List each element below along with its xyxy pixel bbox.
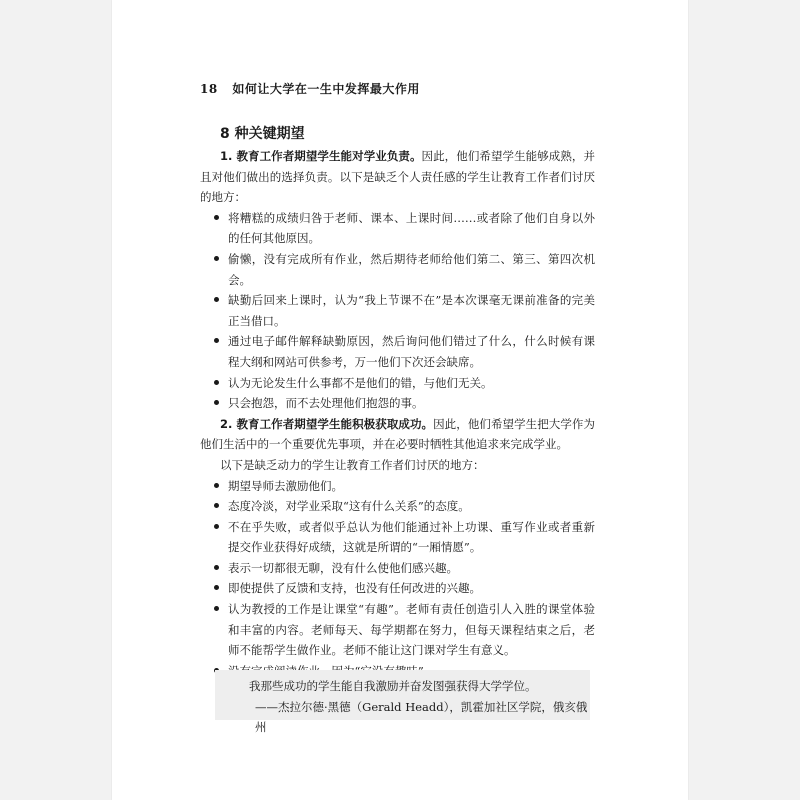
section-title: 8 种关键期望: [220, 126, 305, 142]
bullet-icon: [214, 565, 219, 570]
list-item-text: 偷懒，没有完成所有作业，然后期待老师给他们第二、第三、第四次机会。: [228, 251, 595, 287]
bullet-icon: [214, 297, 219, 302]
expectation-2-lead: 2. 教育工作者期望学生能积极获取成功。: [220, 416, 434, 431]
list-item: [216, 517, 595, 558]
bullet-icon: [214, 256, 219, 261]
list-item-text: 将糟糕的成绩归咎于老师、课本、上课时间……或者除了他们自身以外的任何其他原因。: [228, 210, 595, 246]
list-item: [216, 208, 595, 249]
list-item: [216, 496, 595, 517]
list-item-text: 只会抱怨，而不去处理他们抱怨的事。: [228, 396, 424, 411]
bullet-icon: [214, 400, 219, 405]
list-item: [216, 249, 595, 290]
list-item-text: 表示一切都很无聊，没有什么使他们感兴趣。: [228, 560, 458, 575]
list-item-text: 期望导师去激励他们。: [228, 478, 343, 493]
page-number: 18: [200, 82, 218, 96]
list-item-text: 缺勤后回来上课时，认为“我上节课不在”是本次课毫无课前准备的完美正当借口。: [228, 293, 595, 328]
page-body: [200, 146, 595, 681]
running-head: [200, 80, 420, 97]
bullet-icon: [214, 524, 219, 529]
expectation-1-paragraph: [200, 146, 595, 208]
list-item-text: 态度冷淡，对学业采取“这有什么关系”的态度。: [228, 499, 470, 514]
list-item-text: 认为教授的工作是让课堂“有趣”。老师有责任创造引人入胜的课堂体验和丰富的内容。老师每天、每学期都在努力，但每天课程结束之后，老师不能帮学生做作业。老师不能让这门课对学生有意义。: [228, 602, 595, 658]
expectation-1-text: 因此，他们希望学生能够成熟，并且对他们做出的选择负责。以下是缺乏个人责任感的学生让教育工作者们讨厌的地方：: [200, 149, 596, 205]
expectation-2-intro: 以下是缺乏动力的学生让教育工作者们讨厌的地方：: [220, 457, 485, 472]
expectation-2-paragraph: [200, 414, 595, 455]
list-item: [216, 578, 595, 599]
bullet-icon: [214, 483, 219, 488]
expectation-1-lead: 1. 教育工作者期望学生能对学业负责。: [220, 149, 422, 163]
list-item: [216, 393, 595, 414]
list-item: [216, 476, 595, 497]
bullet-icon: [214, 380, 219, 385]
bullet-icon: [214, 585, 219, 590]
quote-text: 我那些成功的学生能自我激励并奋发图强获得大学学位。: [249, 679, 537, 693]
expectation-1-list: [200, 208, 595, 414]
expectation-2-text: 因此，他们希望学生把大学作为他们生活中的一个重要优先事项，并在必要时牺牲其他追求来完成学业。: [200, 416, 595, 452]
list-item: [216, 373, 595, 394]
quote-box: [215, 670, 590, 734]
list-item: [216, 331, 595, 372]
list-item: [216, 558, 595, 579]
list-item-text: 通过电子邮件解释缺勤原因，然后询问他们错过了什么，什么时候有课程大纲和网站可供参考，万一他们下次还会缺席。: [228, 334, 595, 369]
bullet-icon: [214, 503, 219, 508]
list-item-text: 即使提供了反馈和支持，也没有任何改进的兴趣。: [228, 581, 481, 596]
list-item-text: 不在乎失败，或者似乎总认为他们能通过补上功课、重写作业或者重新提交作业获得好成绩，这就是所谓的“一厢情愿”。: [228, 519, 595, 555]
book-page: [112, 0, 688, 800]
book-title: 如何让大学在一生中发挥最大作用: [232, 82, 420, 96]
list-item: [216, 290, 595, 331]
expectation-2-list: [200, 476, 595, 682]
bullet-icon: [214, 215, 219, 220]
bullet-icon: [214, 338, 219, 343]
bullet-icon: [214, 606, 219, 611]
list-item-text: 认为无论发生什么事都不是他们的错，与他们无关。: [228, 375, 493, 390]
quote-source: ——杰拉尔德·黑德（Gerald Headd），凯霍加社区学院，俄亥俄州: [255, 700, 588, 734]
list-item: [216, 599, 595, 661]
